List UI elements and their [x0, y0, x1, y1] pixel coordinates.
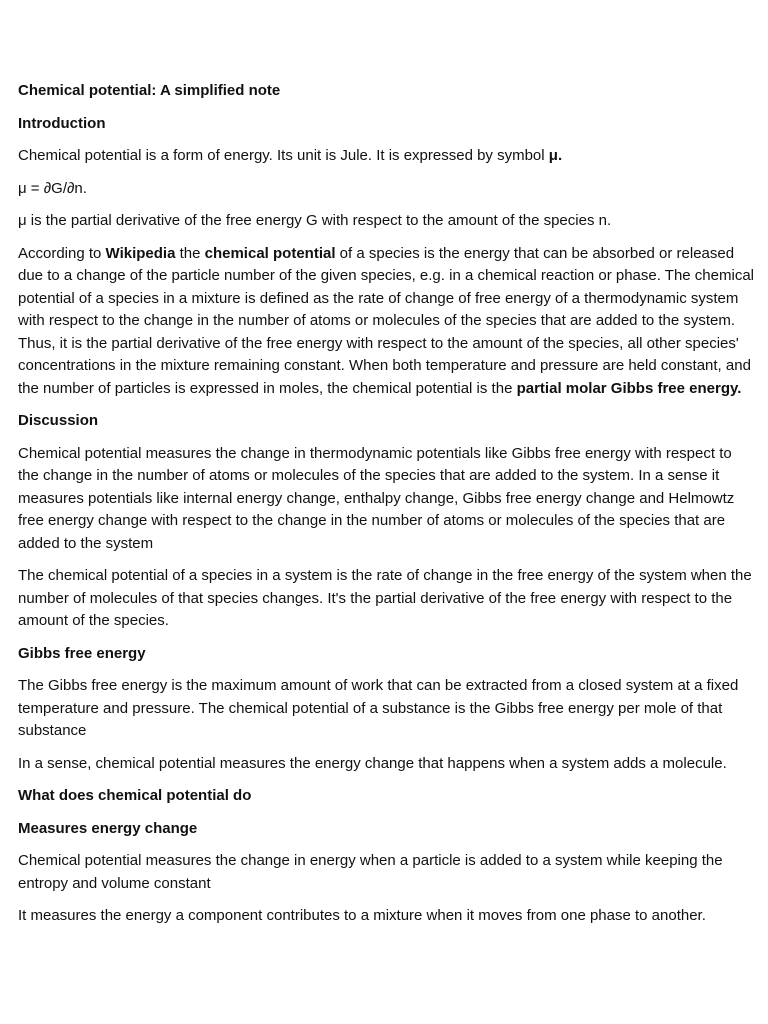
formula: μ = ∂G/∂n. — [18, 179, 87, 197]
wiki-text-3: of a species is the energy that can be absorbed or released due to a change of the particle number of the given species, e.g. in a chemical reaction or phase. The chemical potential of a species in a mixture is defined as the rate of change of free energy of a thermodynamic system with respect to the change in the number of atoms or molecules of the species that are added to the system. Thus, it is the partial derivative of the free energy with respect to the amount of the species, all other species' concentrations in the mixture remaining constant. When both temperature and pressure are held constant, and the number of particles is expressed in moles, the chemical potential is the — [18, 244, 754, 397]
heading-introduction: Introduction — [18, 114, 106, 132]
measures-paragraph-1: Chemical potential measures the change in energy when a particle is added to a system while keeping the entropy and volume constant — [18, 852, 723, 892]
discussion-paragraph-1: Chemical potential measures the change in thermodynamic potentials like Gibbs free energy with respect to the change in the number of atoms or molecules of the species that are added to the system. In a sense it measures potentials like internal energy change, enthalpy change, Gibbs free energy change and Helmowtz free energy change with respect to the change in the number of atoms or molecules of the species that are added to the system — [18, 444, 735, 552]
wiki-text-1: According to — [18, 244, 106, 262]
intro-paragraph-1 — [18, 145, 754, 168]
heading-discussion: Discussion — [18, 412, 99, 429]
document-title: Chemical potential: A simplified note — [18, 82, 281, 99]
document-page — [18, 80, 754, 938]
intro-text: Chemical potential is a form of energy. Its unit is Jule. It is expressed by symbol — [18, 147, 549, 164]
heading-measures-energy-change: Measures energy change — [18, 819, 198, 837]
heading-what-does-chemical-potential-do: What does chemical potential do — [18, 787, 252, 804]
gibbs-paragraph-2: In a sense, chemical potential measures the energy change that happens when a system adds a molecule. — [18, 754, 727, 772]
wiki-text-2: the — [175, 244, 205, 262]
partial-molar-gibbs-bold: partial molar Gibbs free energy. — [516, 379, 742, 397]
wikipedia-paragraph — [18, 243, 754, 401]
measures-paragraph-2: It measures the energy a component contributes to a mixture when it moves from one phase to another. — [18, 907, 706, 924]
mu-symbol: μ. — [548, 147, 563, 164]
heading-gibbs-free-energy: Gibbs free energy — [18, 644, 146, 662]
discussion-paragraph-2: The chemical potential of a species in a system is the rate of change in the free energy of the system when the number of molecules of that species changes. It's the partial derivative of the free energy with respect to the amount of the species. — [18, 567, 752, 629]
chemical-potential-bold: chemical potential — [204, 244, 336, 262]
intro-paragraph-3: μ is the partial derivative of the free energy G with respect to the amount of the species n. — [18, 212, 612, 229]
wikipedia-bold: Wikipedia — [105, 244, 176, 262]
gibbs-paragraph-1: The Gibbs free energy is the maximum amount of work that can be extracted from a closed system at a fixed temperature and pressure. The chemical potential of a substance is the Gibbs free energy per mole of that substance — [18, 677, 739, 739]
